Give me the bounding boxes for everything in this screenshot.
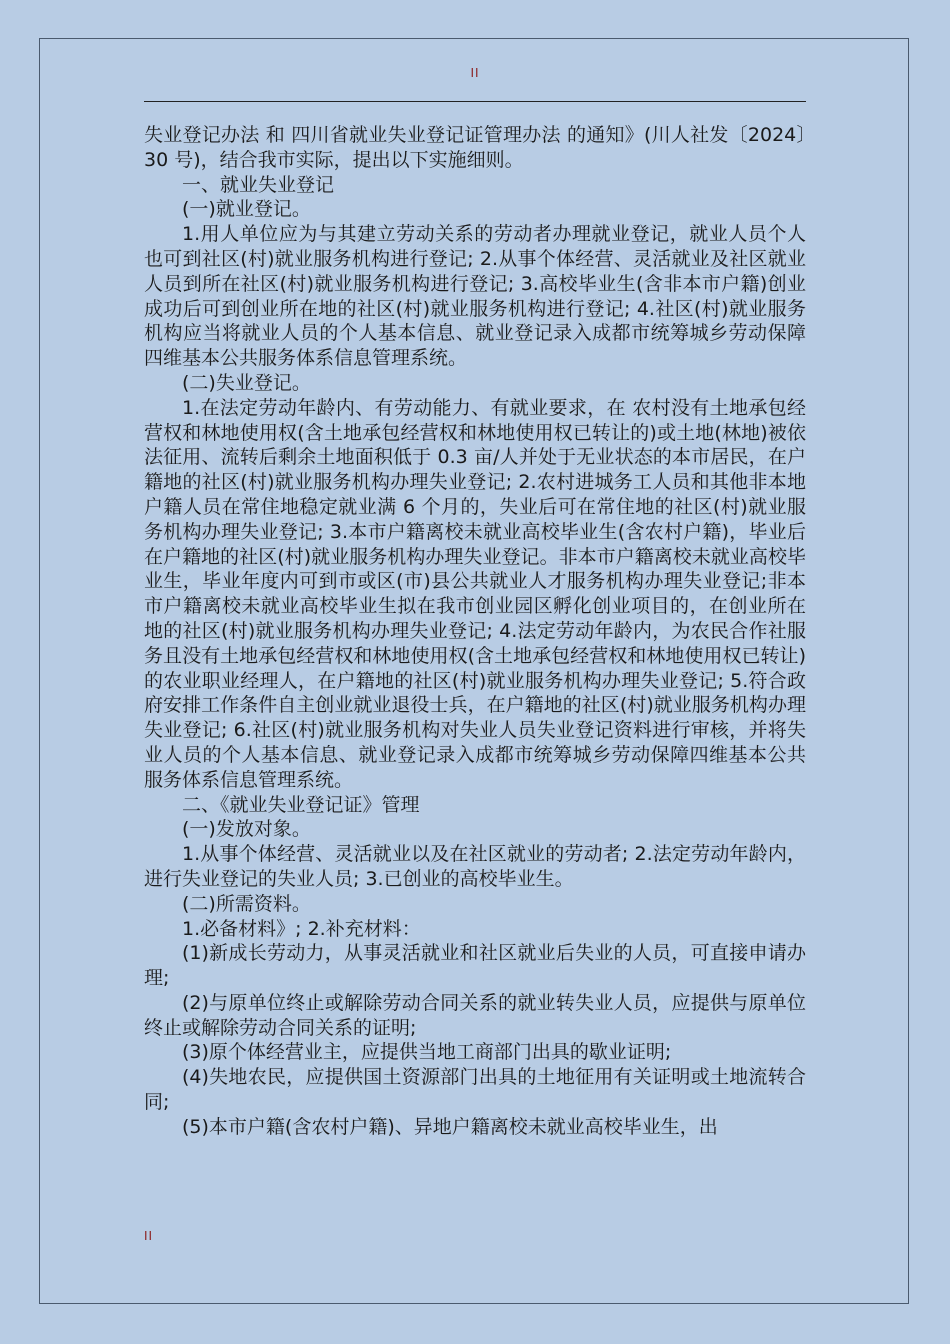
- paragraph: 1.用人单位应为与其建立劳动关系的劳动者办理就业登记，就业人员个人也可到社区(村)就业服务机构进行登记; 2.从事个体经营、灵活就业及社区就业人员到所在社区(村)就业服务机构进行登记; 3.高校毕业生(含非本市户籍)创业成功后可到创业所在地的社区(村)就业服务机构进行登记; 4.社区(村)就业服务机构应当将就业人员的个人基本信息、就业登记录入成都市统筹城乡劳动保障四维基本公共服务体系信息管理系统。: [144, 223, 806, 370]
- paragraph: 1.从事个体经营、灵活就业以及在社区就业的劳动者; 2.法定劳动年龄内，进行失业登记的失业人员; 3.已创业的高校毕业生。: [144, 843, 806, 890]
- paragraph: 失业登记办法 和 四川省就业失业登记证管理办法 的通知》(川人社发〔2024〕30 号)，结合我市实际，提出以下实施细则。: [144, 124, 806, 171]
- list-item: (4)失地农民，应提供国土资源部门出具的土地征用有关证明或土地流转合同;: [144, 1066, 806, 1114]
- subsection-heading: (二)失业登记。: [182, 371, 311, 394]
- list-item: (1)新成长劳动力，从事灵活就业和社区就业后失业的人员，可直接申请办理;: [144, 942, 806, 990]
- paragraph: 1.在法定劳动年龄内、有劳动能力、有就业要求，在 农村没有土地承包经营权和林地使用权(含土地承包经营权和林地使用权已转让的)或土地(林地)被依法征用、流转后剩余土地面积低于 0.3 亩/人并处于无业状态的本市居民，在户籍地的社区(村)就业服务机构办理失业登记; 2.农村进城务工人员和其他非本地户籍人员在常住地稳定就业满 6 个月的，失业后可在常住地的社区(村)就业服务机构办理失业登记; 3.本市户籍离校未就业高校毕业生(含农村户籍)，毕业后在户籍地的社区(村)就业服务机构办理失业登记。非本市户籍离校未就业高校毕业生，毕业年度内可到市或区(市)县公共就业人才服务机构办理失业登记;非本市户籍离校未就业高校毕业生拟在我市创业园区孵化创业项目的，在创业所在地的社区(村)就业服务机构办理失业登记; 4.法定劳动年龄内，为农民合作社服务且没有土地承包经营权和林地使用权(含土地承包经营权和林地使用权已转让)的农业职业经理人，在户籍地的社区(村)就业服务机构办理失业登记; 5.符合政府安排工作条件自主创业就业退役士兵，在户籍地的社区(村)就业服务机构办理失业登记; 6.社区(村)就业服务机构对失业人员失业登记资料进行审核，并将失业人员的个人基本信息、就业登记录入成都市统筹城乡劳动保障四维基本公共服务体系信息管理系统。: [144, 396, 806, 791]
- footer-mark: II: [144, 1229, 154, 1243]
- list-item: (2)与原单位终止或解除劳动合同关系的就业转失业人员，应提供与原单位终止或解除劳动合同关系的证明;: [144, 991, 806, 1039]
- subsection-heading: (一)发放对象。: [182, 818, 311, 841]
- subsection-heading: (二)所需资料。: [182, 892, 311, 915]
- list-item: (3)原个体经营业主，应提供当地工商部门出具的歇业证明;: [182, 1041, 672, 1064]
- paragraph: 1.必备材料》; 2.补充材料：: [182, 917, 421, 940]
- section-heading: 一、就业失业登记: [182, 173, 335, 196]
- section-heading: 二、《就业失业登记证》管理: [182, 793, 420, 816]
- list-item: (5)本市户籍(含农村户籍)、异地户籍离校未就业高校毕业生，出: [182, 1115, 718, 1138]
- header-rule: [144, 101, 806, 102]
- subsection-heading: (一)就业登记。: [182, 198, 311, 221]
- document-body: [144, 123, 806, 1140]
- header-mark: II: [470, 66, 480, 80]
